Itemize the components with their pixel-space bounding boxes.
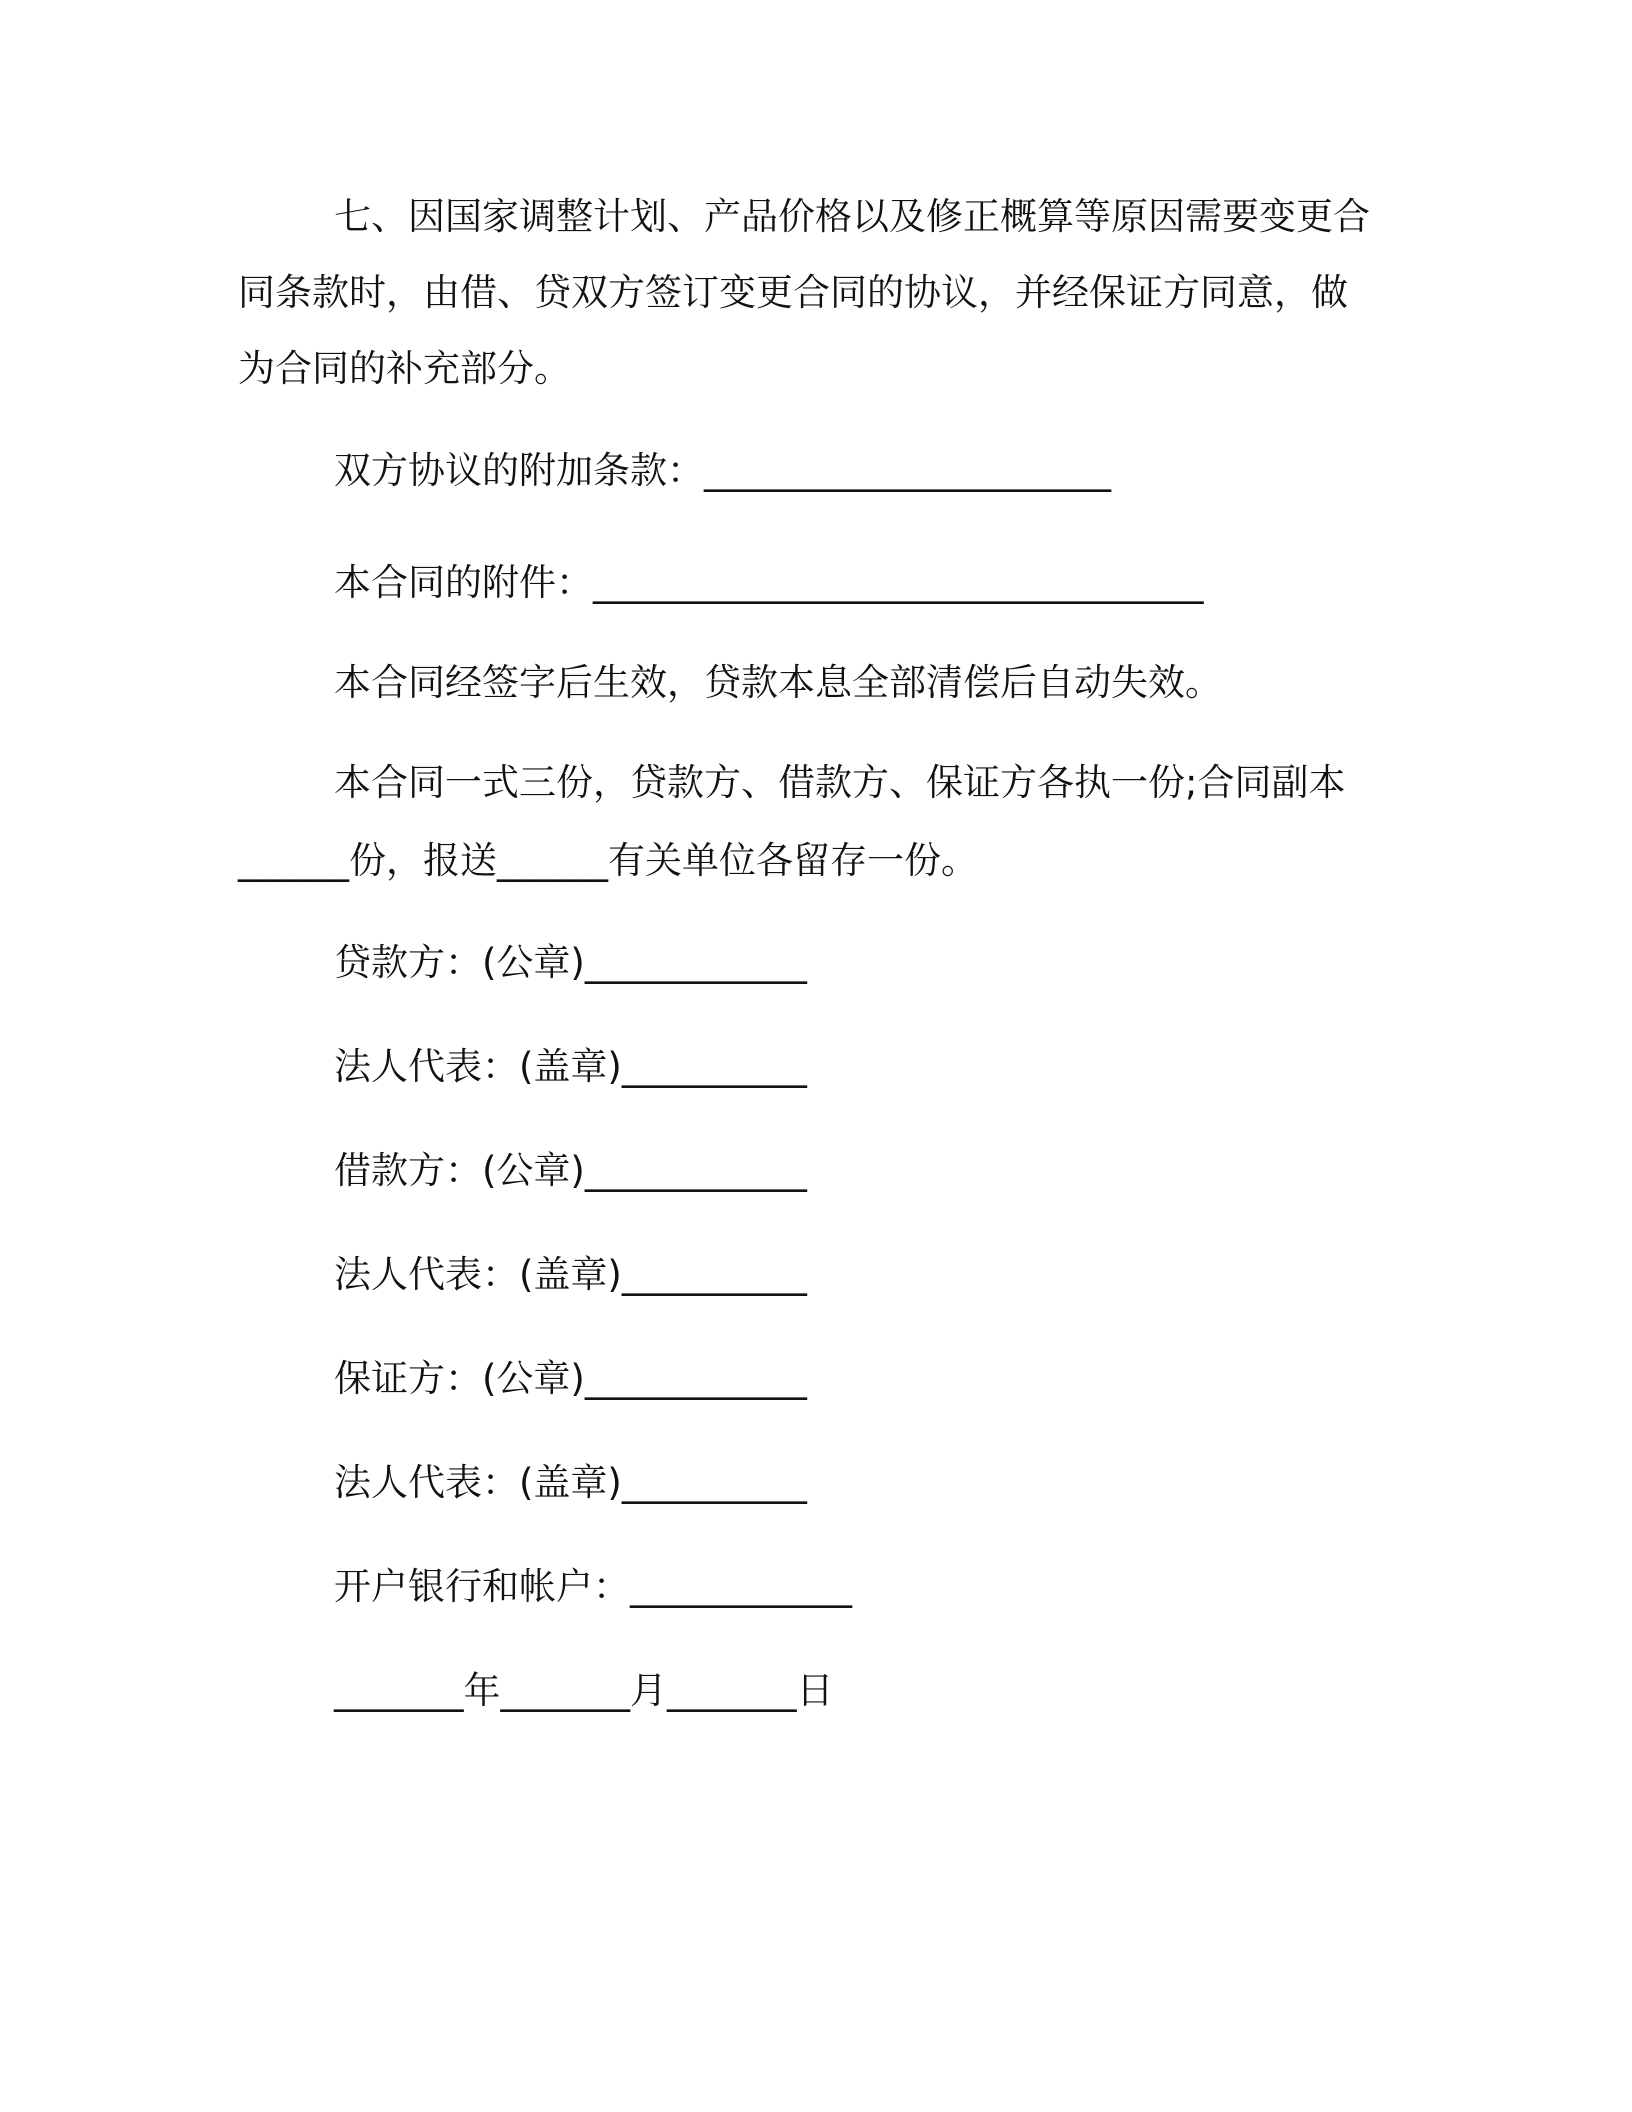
borrower-signature-line: 借款方：(公章)____________ bbox=[334, 1149, 807, 1192]
lender-representative-line: 法人代表：(盖章)__________ bbox=[334, 1045, 807, 1088]
guarantor-representative-line: 法人代表：(盖章)__________ bbox=[334, 1461, 807, 1504]
attachments-line: 本合同的附件：_________________________________ bbox=[334, 561, 1204, 604]
effectiveness-line: 本合同经签字后生效，贷款本息全部清偿后自动失效。 bbox=[334, 661, 1222, 704]
paragraph-7-line-2: 同条款时，由借、贷双方签订变更合同的协议，并经保证方同意，做 bbox=[238, 271, 1348, 314]
paragraph-7-line-1: 七、因国家调整计划、产品价格以及修正概算等原因需要变更合 bbox=[334, 195, 1370, 238]
copies-line-1: 本合同一式三份，贷款方、借款方、保证方各执一份;合同副本 bbox=[334, 761, 1346, 804]
guarantor-signature-line: 保证方：(公章)____________ bbox=[334, 1357, 807, 1400]
lender-signature-line: 贷款方：(公章)____________ bbox=[334, 941, 807, 984]
borrower-representative-line: 法人代表：(盖章)__________ bbox=[334, 1253, 807, 1296]
paragraph-7-line-3: 为合同的补充部分。 bbox=[238, 347, 571, 390]
bank-account-line: 开户银行和帐户：____________ bbox=[334, 1565, 852, 1608]
date-line: _______年_______月_______日 bbox=[334, 1669, 834, 1712]
additional-terms-line: 双方协议的附加条款：______________________ bbox=[334, 449, 1111, 492]
copies-line-2: ______份，报送______有关单位各留存一份。 bbox=[238, 839, 978, 882]
